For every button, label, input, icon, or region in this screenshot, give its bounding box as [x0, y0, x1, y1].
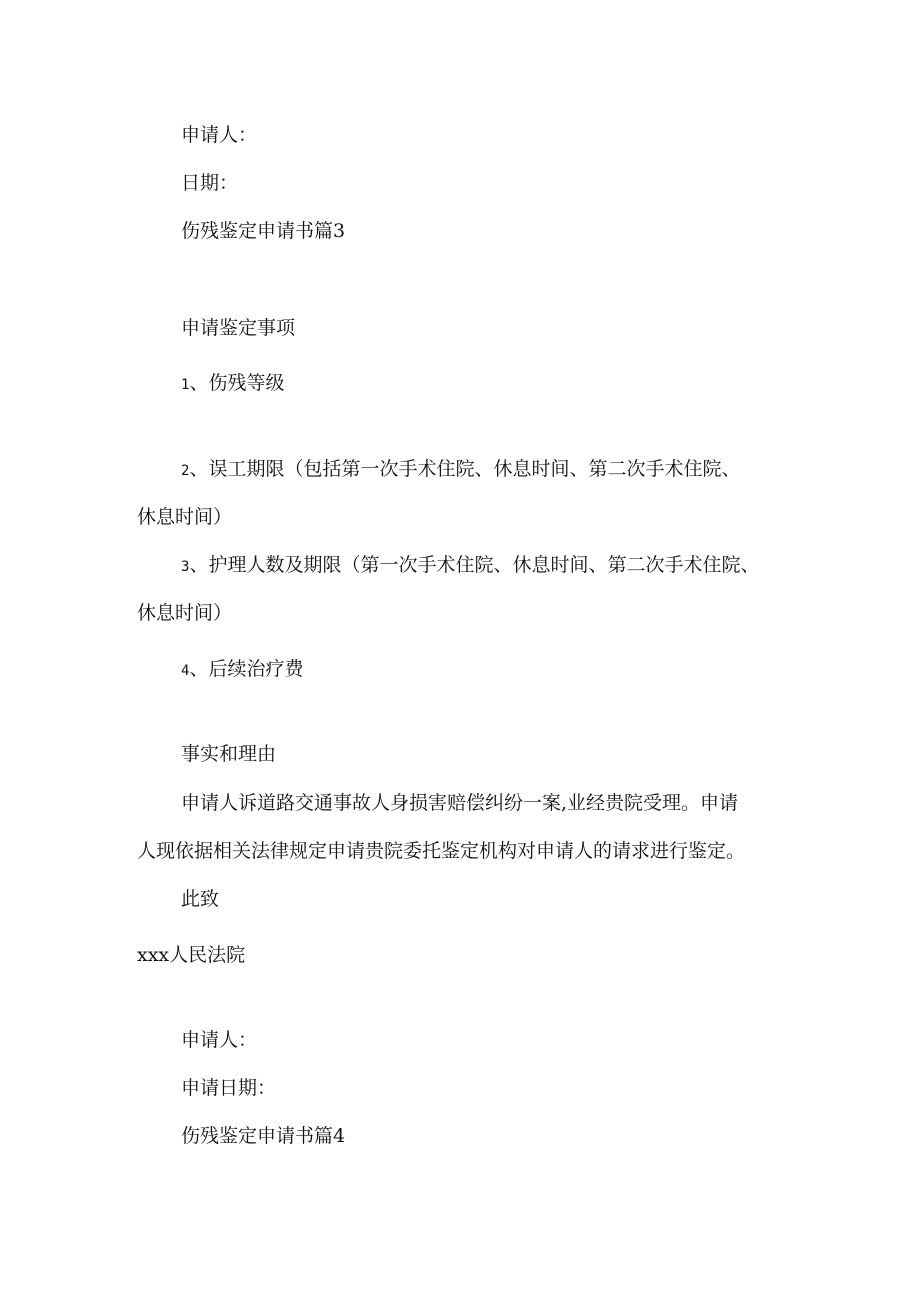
matter-item-4-text: 、后续治疗费 — [189, 658, 304, 680]
matter-item-1-text: 、伤残等级 — [189, 372, 285, 394]
matter-item-2-continuation: 休息时间） — [137, 506, 233, 528]
matter-item-2 — [181, 457, 740, 483]
facts-paragraph-line-1: 申请人诉道路交通事故人身损害赔偿纠纷一案,业经贵院受理。申请 — [181, 792, 739, 814]
section-heading-3: 伤残鉴定申请书篇3 — [181, 220, 346, 242]
court-name: xxx人民法院 — [137, 944, 246, 966]
matter-item-3-continuation: 休息时间） — [137, 602, 233, 624]
matter-item-4 — [181, 657, 303, 683]
matters-title: 申请鉴定事项 — [181, 317, 296, 339]
facts-paragraph-line-2: 人现依据相关法律规定申请贵院委托鉴定机构对申请人的请求进行鉴定。 — [137, 840, 746, 862]
section-heading-4: 伤残鉴定申请书篇4 — [181, 1125, 346, 1147]
facts-title: 事实和理由 — [181, 743, 277, 765]
salutation: 此致 — [181, 888, 220, 910]
matter-item-3-text: 、护理人数及期限（第一次手术住院、休息时间、第二次手术住院、 — [189, 554, 760, 576]
signature-date-label: 申请日期： — [181, 1077, 277, 1099]
applicant-label: 申请人： — [181, 124, 258, 146]
matter-item-1 — [181, 371, 284, 397]
matter-item-1-number: 1 — [181, 377, 190, 393]
matter-item-2-text: 、误工期限（包括第一次手术住院、休息时间、第二次手术住院、 — [189, 458, 741, 480]
signature-applicant-label: 申请人： — [181, 1029, 258, 1051]
matter-item-3-number: 3 — [181, 559, 190, 575]
matter-item-2-number: 2 — [181, 463, 190, 479]
matter-item-4-number: 4 — [181, 663, 190, 679]
matter-item-3 — [181, 553, 759, 579]
date-label: 日期： — [181, 172, 239, 194]
